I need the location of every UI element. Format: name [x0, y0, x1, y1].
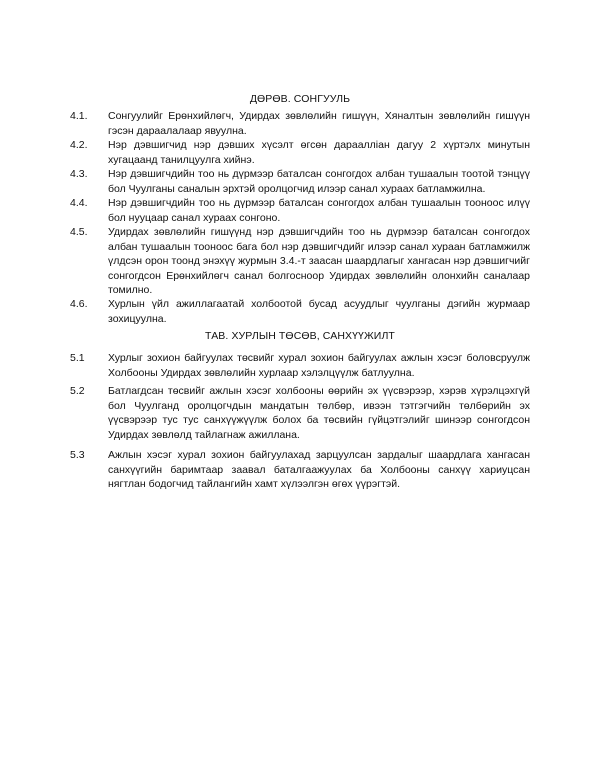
list-item-5-1 — [70, 351, 530, 380]
item-number: 4.3. — [70, 168, 88, 180]
item-text: Нэр дэвшигчдийн тоо нь дүрмээр баталсан сонгогдох албан тушаалын тооноос илүү бол нууцаар санал хураах сонгоно. — [108, 197, 530, 224]
item-number: 4.2. — [70, 139, 88, 151]
list-item-4-3 — [70, 167, 530, 196]
item-text: Нэр дэвшигчдийн тоо нь дүрмээр баталсан сонгогдох албан тушаалын тоотой тэнцүү бол Чуулганы саналын эрхтэй оролцогчид илээр санал хураах батламжилна. — [108, 168, 530, 195]
list-item-5-3 — [70, 448, 530, 492]
item-number: 5.3 — [70, 449, 85, 461]
item-number: 4.5. — [70, 226, 88, 238]
list-item-4-2 — [70, 138, 530, 167]
list-item-4-4 — [70, 196, 530, 225]
item-number: 4.6. — [70, 298, 88, 310]
item-number: 4.1. — [70, 110, 88, 122]
item-text: Батлагдсан төсвийг ажлын хэсэг холбооны өөрийн эх үүсвэрээр, хэрэв хүрэлцэхгүй бол Чуулганд оролцогчдын мандатын төлбөр, ивээн тэтгэгчийн төлбөрийн эх үүсвэрээр тус тус санхүүжүүлж болох ба төсвийн гүйцэтгэлийг шинээр сонгогдсон Удирдах зөвлөлд тайлагнаж ажиллана. — [108, 385, 530, 441]
item-text: Нэр дэвшигчид нэр дэвших хүсэлт өгсөн дараалліан дагуу 2 хүртэлх минутын хугацаанд танилцуулга хийнэ. — [108, 139, 530, 166]
list-item-4-5 — [70, 225, 530, 298]
list-item-5-2 — [70, 384, 530, 442]
list-item-4-6 — [70, 297, 530, 326]
item-text: Сонгуулийг Ерөнхийлөгч, Удирдах зөвлөлийн гишүүн, Хяналтын зөвлөлийн гишүүн гэсэн дараалалаар явуулна. — [108, 110, 530, 137]
item-text: Ажлын хэсэг хурал зохион байгуулахад зарцуулсан зардалыг шаардлага хангасан санхүүгийн баримтаар заавал баталгаажуулах ба Холбооны санхүү хариуцсан нягтлан бодогчид тайлангийн хамт хүлээлгэн өгөх үүрэгтэй. — [108, 449, 530, 491]
item-text: Удирдах зөвлөлийн гишүүнд нэр дэвшигчдийн тоо нь дүрмээр баталсан сонгогдох албан тушаалын тооноос бага бол нэр дэвшигчдийг илээр санал хураан батламжилж үлдсэн орон тоонд энэхүү журмын 3.4.-т заасан шаардлагыг хангасан нэр дэвшигчийг сонгогдсон Ерөнхийлөгч санал болгосноор Удирдах зөвлөлийн олонхийн саналаар томилно. — [108, 226, 530, 297]
item-text: Хурлын үйл ажиллагаатай холбоотой бусад асуудлыг чуулганы дэгийн журмаар зохицуулна. — [108, 298, 530, 325]
section-five-title: ТАВ. ХУРЛЫН ТӨСӨВ, САНХҮҮЖИЛТ — [205, 330, 395, 342]
list-item-4-1 — [70, 109, 530, 138]
item-number: 5.2 — [70, 385, 85, 397]
item-number: 5.1 — [70, 352, 85, 364]
section-four-title: ДӨРӨВ. СОНГУУЛЬ — [249, 93, 351, 105]
item-text: Хурлыг зохион байгуулах төсвийг хурал зохион байгуулах ажлын хэсэг боловсруулж Холбооны Удирдах зөвлөлийн хурлаар хэлэлцүүлж батлуулна. — [108, 352, 530, 379]
item-number: 4.4. — [70, 197, 88, 209]
